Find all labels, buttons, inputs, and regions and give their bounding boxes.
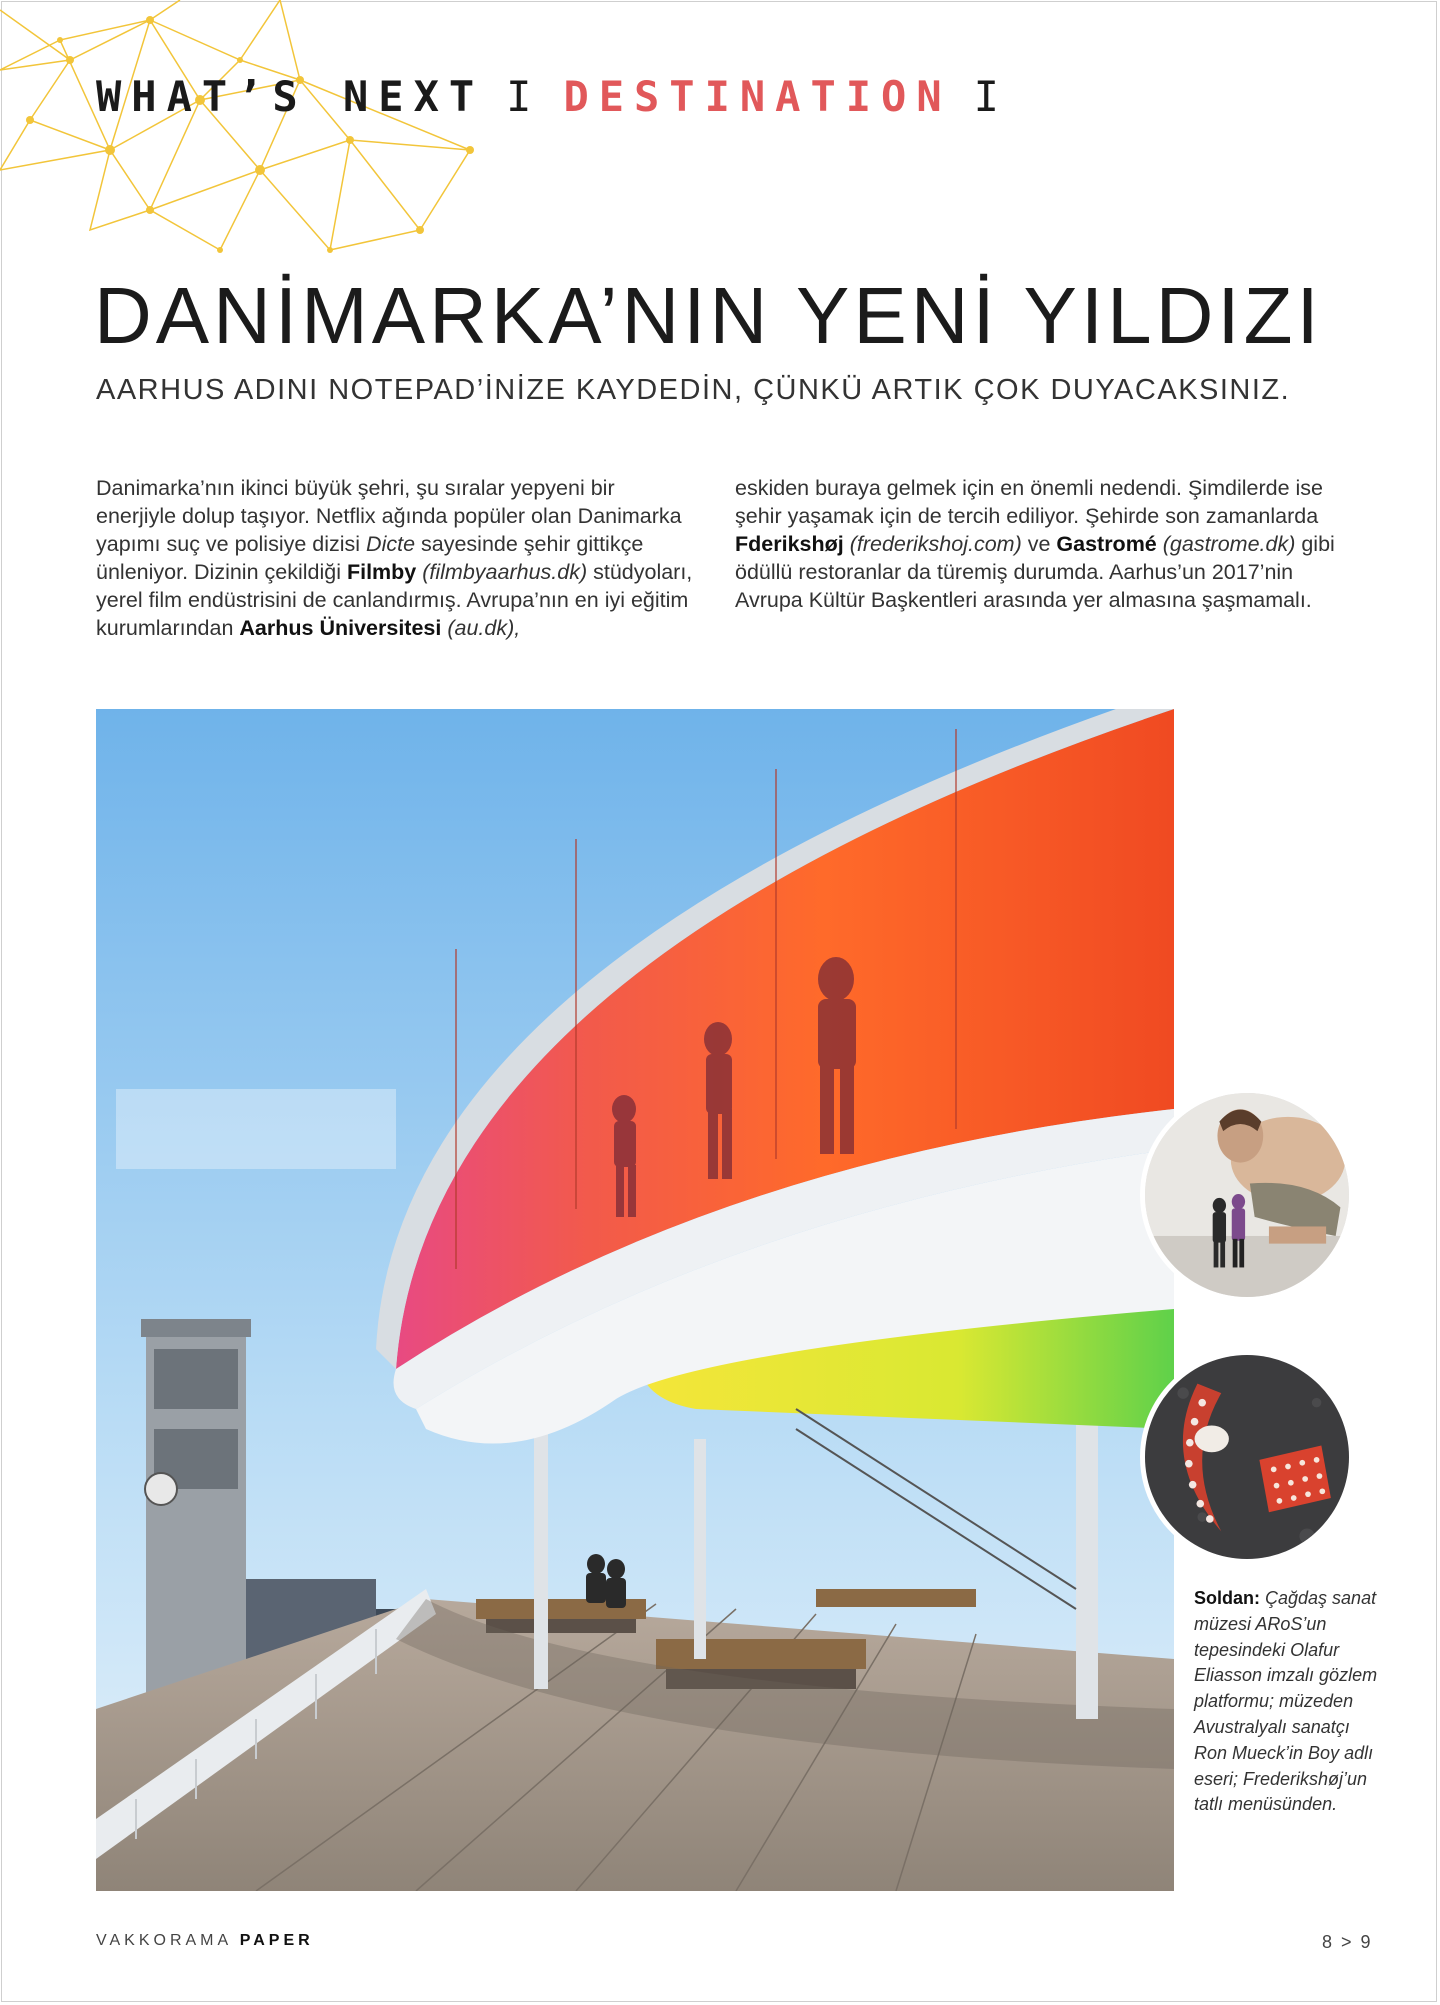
gastrome-name: Gastromé — [1056, 532, 1157, 556]
aarhus-university-name: Aarhus Üniversitesi — [239, 616, 442, 640]
body-column-right — [735, 474, 1335, 614]
geometric-network-decoration — [0, 0, 480, 260]
photo-caption — [1194, 1586, 1384, 1818]
filmby-url: (filmbyaarhus.dk) — [416, 560, 588, 584]
fderikshoj-url: (frederikshoj.com) — [843, 532, 1022, 556]
body-column-left — [96, 474, 696, 642]
kicker-separator-end: I — [973, 72, 1009, 121]
section-kicker — [96, 72, 1031, 121]
page-numbers: 8 > 9 — [1322, 1932, 1373, 1952]
dicte-title: Dicte — [366, 532, 416, 556]
footer-brand — [96, 1932, 314, 1950]
right-text-2: ve — [1021, 532, 1057, 556]
right-text-1: eskiden buraya gelmek için en önemli nedendi. Şimdilerde ise şehir yaşamak için de tercih ediliyor. Şehirde son zamanlarda — [735, 476, 1323, 528]
kicker-destination: DESTINATION — [563, 72, 952, 121]
hero-photo — [96, 709, 1174, 1891]
footer-brand-vakkorama: VAKKORAMA — [96, 1932, 232, 1949]
footer-brand-paper: PAPER — [239, 1932, 314, 1949]
aarhus-university-url: (au.dk), — [441, 616, 521, 640]
kicker-separator: I — [506, 72, 542, 121]
caption-label: Soldan: — [1194, 1588, 1260, 1608]
sculpture-photo — [1140, 1088, 1354, 1302]
article-title: DANİMARKA’NIN YENİ YILDIZI — [94, 271, 1323, 360]
filmby-name: Filmby — [346, 560, 417, 584]
fderikshoj-name: Fderikshøj — [735, 532, 844, 556]
left-text-2: sayesinde şehir gittikçe ünleniyor. Dizinin çekildiği — [96, 532, 644, 584]
left-text-3: stüdyoları, yerel film endüstrisini de canlandırmış. Avrupa’nın en iyi eğitim kurumlarından — [96, 560, 693, 640]
gastrome-url: (gastrome.dk) — [1156, 532, 1296, 556]
article-subtitle: AARHUS ADINI NOTEPAD’İNİZE KAYDEDİN, ÇÜNKÜ ARTIK ÇOK DUYACAKSINIZ. — [96, 374, 1291, 406]
caption-text: Çağdaş sanat müzesi ARoS’un tepesindeki Olafur Eliasson imzalı gözlem platformu; müzeden Avustralyalı sanatçı Ron Mueck’in Boy adlı eseri; Frederikshøj’un tatlı menüsünden. — [1194, 1588, 1378, 1815]
right-text-3: gibi ödüllü restoranlar da türemiş durumda. Aarhus’un 2017’nin Avrupa Kültür Başkentleri arasında yer almasına şaşmamalı. — [735, 532, 1335, 612]
kicker-whats-next: WHAT’S NEXT — [96, 72, 485, 121]
left-text-1: Danimarka’nın ikinci büyük şehri, şu sıralar yepyeni bir enerjiyle dolup taşıyor. Netflix ağında popüler olan Danimarka yapımı suç ve polisiye dizisi — [96, 476, 682, 556]
dessert-photo — [1140, 1350, 1354, 1564]
